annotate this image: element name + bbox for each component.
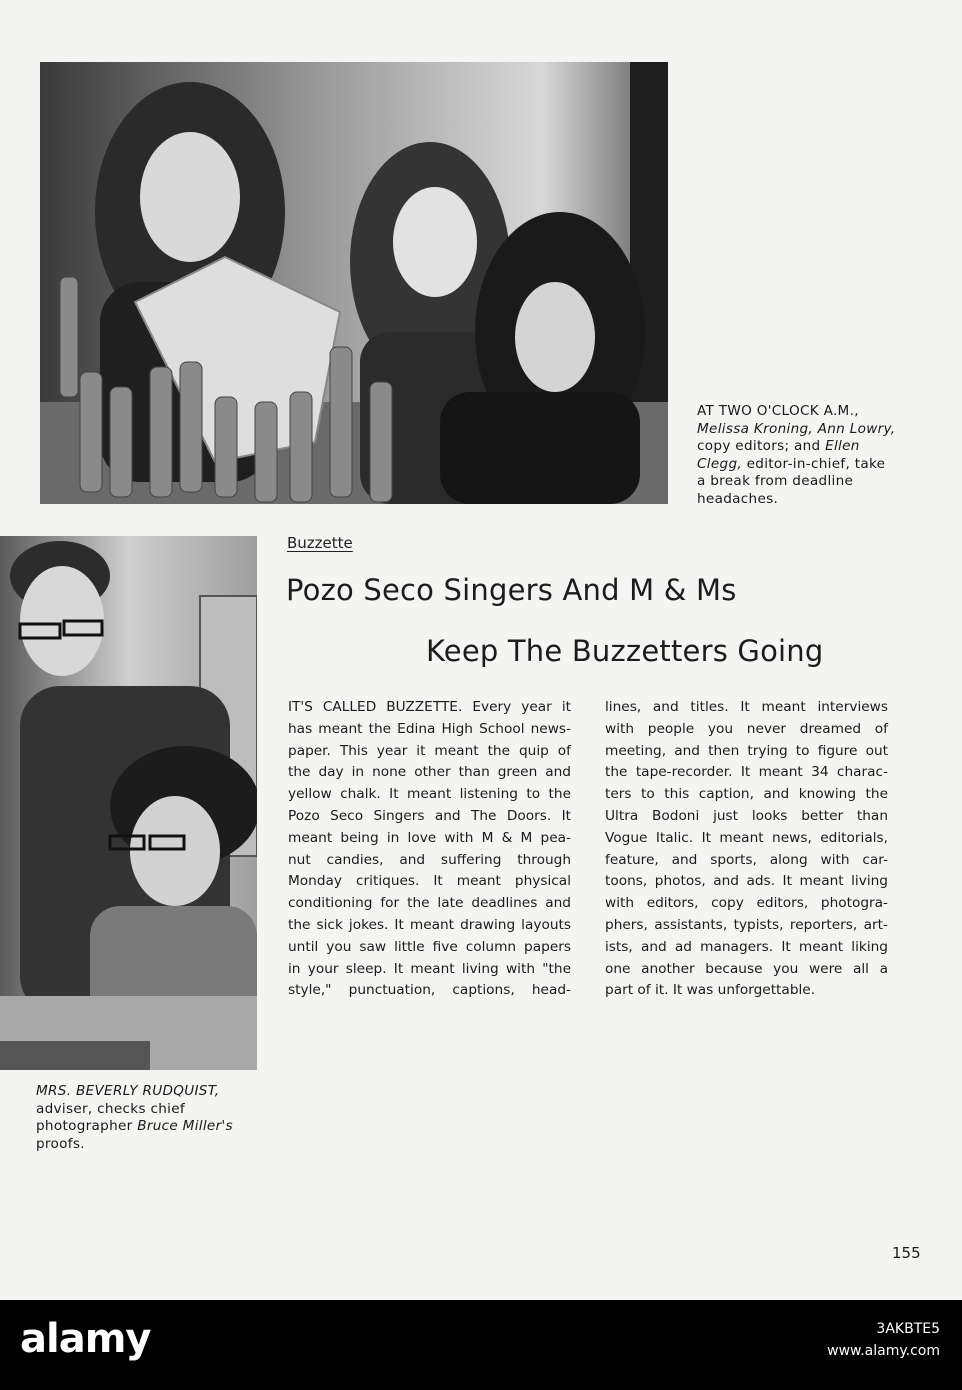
caption-lead: AT TWO O'CLOCK A.M., [697, 403, 859, 419]
body-line: part of it. It was unforgettable. [605, 982, 816, 999]
body-line: meant being in love with M & M pea- [288, 829, 571, 846]
caption-adviser-name: MRS. BEVERLY RUDQUIST, [36, 1083, 220, 1099]
photo-editors-at-desk [40, 62, 668, 504]
body-line: the tape-recorder. It meant 34 charac- [605, 764, 888, 781]
caption-description: editor-in-chief, take a break from deadline headaches. [697, 455, 886, 507]
photo-adviser-graphic [0, 536, 257, 1070]
body-line: ters to this caption, and knowing the [605, 786, 888, 803]
watermark-footer [0, 1300, 962, 1390]
body-line: phers, assistants, typists, reporters, art- [605, 916, 888, 933]
footer-info [827, 1318, 940, 1362]
body-line: Vogue Italic. It meant news, editorials, [605, 829, 888, 846]
body-line: with editors, copy editors, photogra- [605, 895, 888, 912]
image-id: 3AKBTE5 [876, 1321, 940, 1337]
caption-description: proofs. [36, 1135, 85, 1152]
body-line: one another because you were all a [605, 960, 888, 977]
body-line: style," punctuation, captions, head- [288, 982, 571, 999]
caption-names: Melissa Kroning, Ann Lowry, [697, 420, 896, 437]
body-line: ists, and ad managers. It meant liking [605, 938, 888, 955]
body-line: Ultra Bodoni just looks better than [605, 807, 888, 824]
body-line: conditioning for the late deadlines and [288, 895, 571, 912]
body-line: yellow chalk. It meant listening to the [288, 786, 571, 803]
caption-role: adviser, checks chief photographer [36, 1100, 185, 1134]
body-line: meeting, and then trying to figure out [605, 742, 888, 759]
photo-adviser-and-photographer [0, 536, 257, 1070]
body-line: Pozo Seco Singers and The Doors. It [288, 807, 571, 824]
body-line: until you saw little five column papers [288, 938, 571, 955]
body-column-1 [288, 697, 571, 1002]
body-line: in your sleep. It meant living with "the [288, 960, 571, 977]
body-line: with people you never dreamed of [605, 720, 888, 737]
alamy-logo: alamy [20, 1316, 151, 1362]
body-line: lines, and titles. It meant interviews [605, 699, 888, 715]
top-photo-caption [697, 403, 897, 508]
body-line: Monday critiques. It meant physical [288, 873, 571, 890]
body-line: feature, and sports, along with car- [605, 851, 888, 868]
headline-line-1: Pozo Seco Singers And M & Ms [286, 573, 737, 607]
body-line: has meant the Edina High School news- [288, 720, 571, 737]
caption-role: copy editors; and [697, 438, 826, 454]
body-column-2 [605, 697, 888, 1002]
headline-line-2: Keep The Buzzetters Going [426, 634, 824, 668]
caption-photographer-name: Bruce Miller's [137, 1118, 233, 1134]
body-line: toons, photos, and ads. It meant living [605, 873, 888, 890]
photo-editors-graphic [40, 62, 668, 504]
body-line: paper. This year it meant the quip of [288, 742, 571, 759]
caption-name-editor: Ellen Clegg, [697, 438, 860, 472]
body-line: nut candies, and suffering through [288, 851, 571, 868]
body-line: the sick jokes. It meant drawing layouts [288, 916, 571, 933]
left-photo-caption [36, 1083, 276, 1153]
body-line: the day in none other than green and [288, 764, 571, 781]
section-label: Buzzette [287, 534, 353, 552]
footer-url: www.alamy.com [827, 1343, 940, 1359]
page-number: 155 [892, 1244, 921, 1262]
body-line: IT'S CALLED BUZZETTE. Every year it [288, 699, 571, 715]
